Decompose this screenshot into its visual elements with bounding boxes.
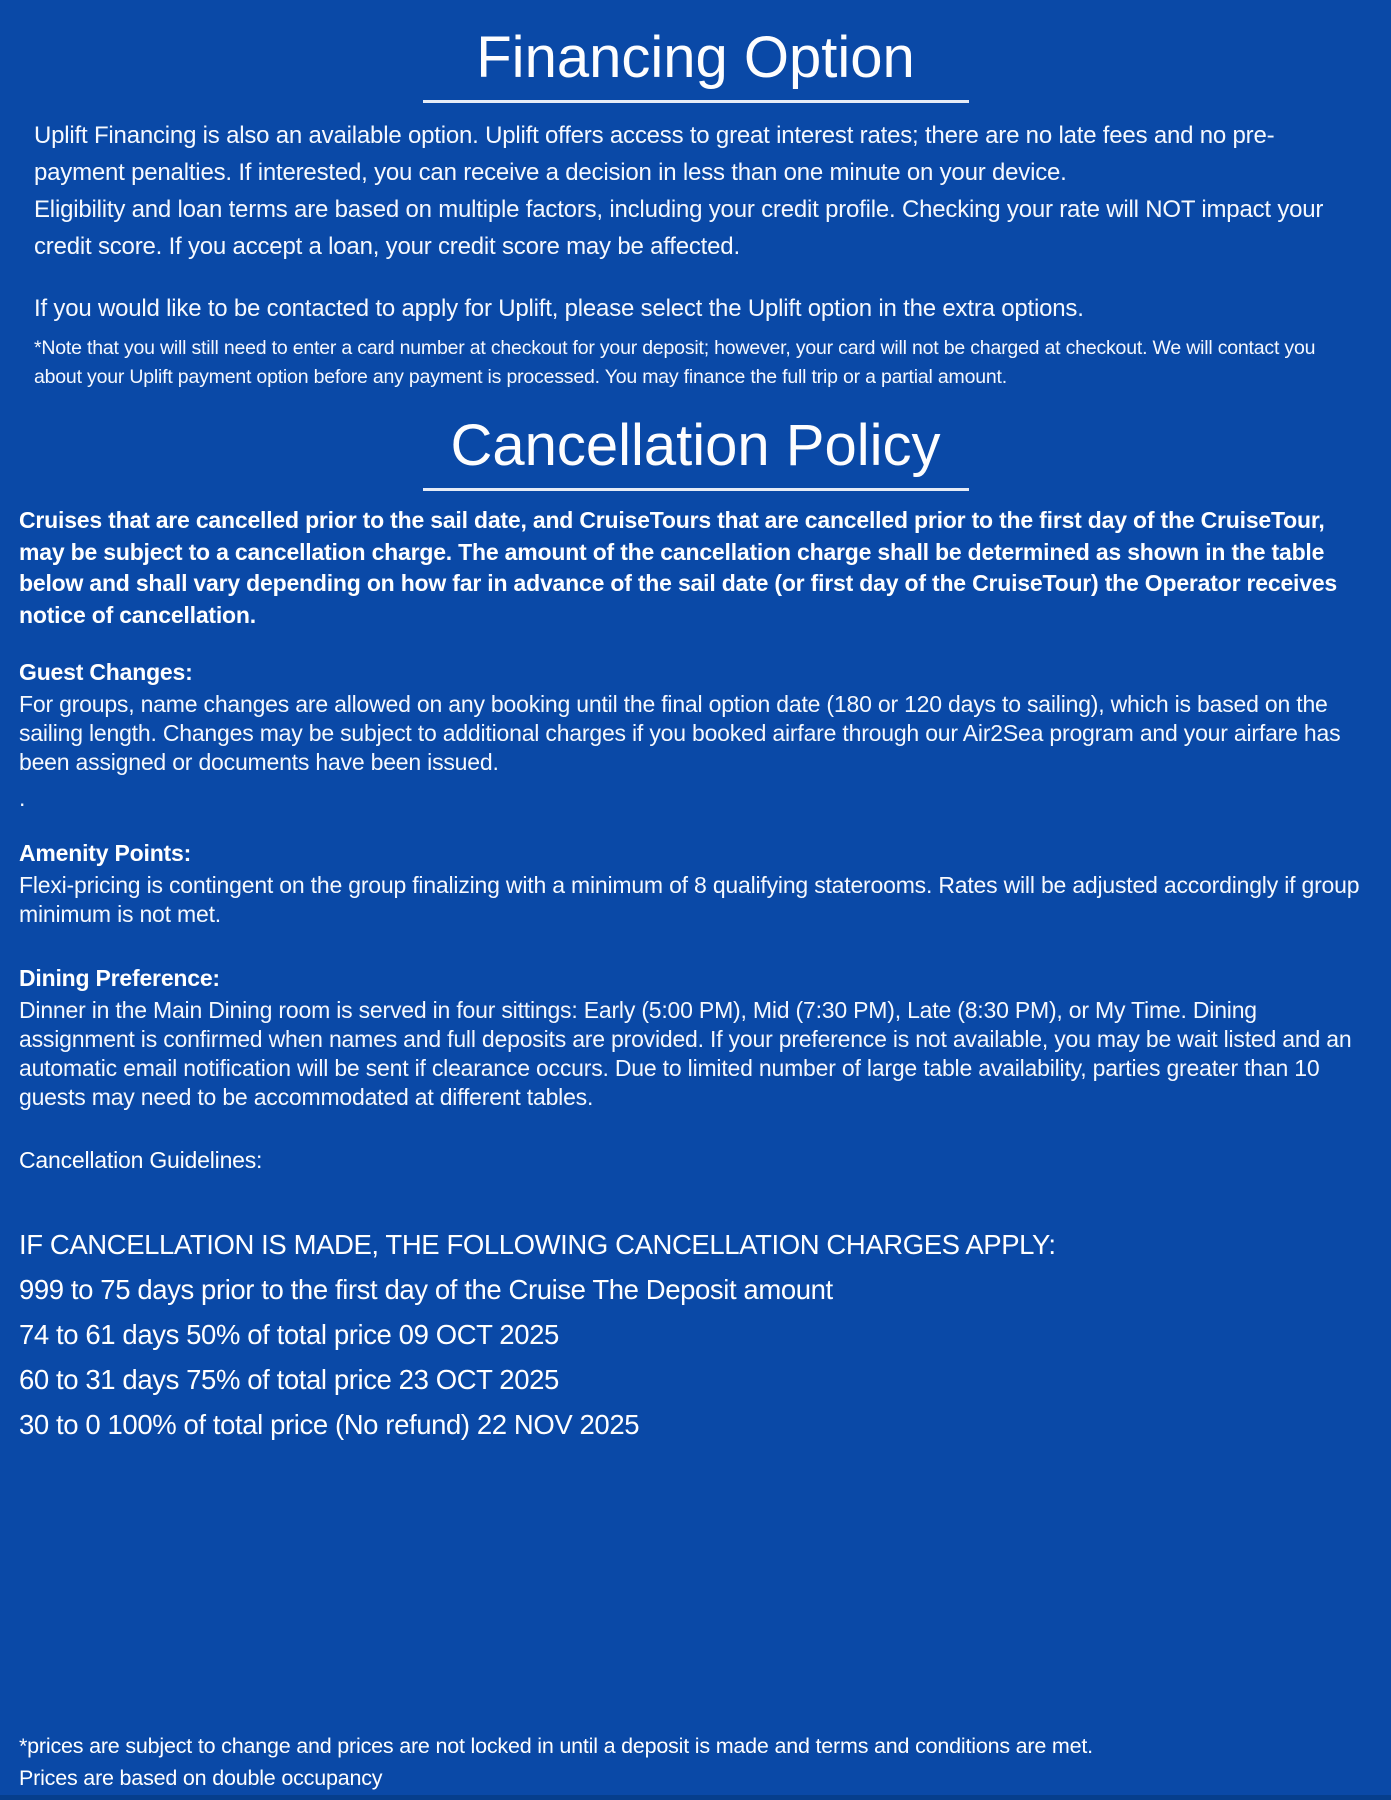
dining-preference-heading: Dining Preference:: [19, 965, 220, 991]
stray-period: .: [19, 785, 26, 811]
cancellation-intro: Cruises that are cancelled prior to the sail date, and CruiseTours that are cancelled prior to the first day of the CruiseTour, may be subject to a cancellation charge. The amount of the cancellation charge shall be determined as shown in the table below and shall vary depending on how far in advance of the sail date (or first day of the CruiseTour) the Operator receives notice of cancellation.: [19, 507, 1338, 628]
financing-title-underline: [423, 100, 969, 103]
bottom-edge-strip: [0, 1795, 1391, 1800]
price-disclaimer: [19, 1730, 1367, 1794]
cancellation-charges: [19, 1222, 1373, 1447]
charge-line-3: 60 to 31 days 75% of total price 23 OCT 2025: [19, 1364, 559, 1395]
charge-line-4: 30 to 0 100% of total price (No refund) 22 NOV 2025: [19, 1409, 640, 1440]
financing-note: *Note that you will still need to enter a card number at checkout for your deposit; however, your card will not be charged at checkout. We will contact you about your Uplift payment option before any payment is processed. You may finance the full trip or a partial amount.: [34, 337, 1316, 388]
disclaimer-line-1: *prices are subject to change and prices are not locked in until a deposit is made and terms and conditions are met.: [19, 1734, 1093, 1758]
dining-preference-body: Dinner in the Main Dining room is served in four sittings: Early (5:00 PM), Mid (7:30 PM), Late (8:30 PM), or My Time. Dining assignment is confirmed when names and full deposits are provided. If your preference is not available, you may be wait listed and an automatic email notification will be sent if clearance occurs. Due to limited number of large table availability, parties greater than 10 guests may need to be accommodated at different tables.: [19, 997, 1352, 1110]
financing-section: [34, 117, 1355, 392]
charges-heading: IF CANCELLATION IS MADE, THE FOLLOWING CANCELLATION CHARGES APPLY:: [19, 1229, 1056, 1260]
financing-paragraph-eligibility: Eligibility and loan terms are based on multiple factors, including your credit profile. Checking your rate will NOT impact your credit score. If you accept a loan, your credit score may be affected.: [34, 196, 1324, 260]
cancellation-header: [0, 412, 1391, 491]
financing-paragraph-uplift: Uplift Financing is also an available option. Uplift offers access to great interest rates; there are no late fees and no pre-payment penalties. If interested, you can receive a decision in less than one minute on your device.: [34, 122, 1275, 186]
financing-title: Financing Option: [476, 25, 915, 90]
cancellation-guidelines-label: Cancellation Guidelines:: [19, 1147, 263, 1173]
cancellation-title-underline: [423, 488, 969, 491]
amenity-points-body: Flexi-pricing is contingent on the group finalizing with a minimum of 8 qualifying staterooms. Rates will be adjusted accordingly if group minimum is not met.: [19, 872, 1360, 927]
guest-changes-heading: Guest Changes:: [19, 659, 193, 685]
financing-contact-line: If you would like to be contacted to apply for Uplift, please select the Uplift option in the extra options.: [34, 295, 1084, 322]
guest-changes-body: For groups, name changes are allowed on any booking until the final option date (180 or 120 days to sailing), which is based on the sailing length. Changes may be subject to additional charges if you booked airfare through our Air2Sea program and your airfare has been assigned or documents have been issued.: [19, 691, 1341, 775]
disclaimer-line-2: Prices are based on double occupancy: [19, 1766, 383, 1790]
financing-header: [0, 24, 1391, 103]
amenity-points-heading: Amenity Points:: [19, 840, 192, 866]
cancellation-section: [0, 505, 1391, 1447]
charge-line-2: 74 to 61 days 50% of total price 09 OCT 2025: [19, 1319, 559, 1350]
cancellation-title: Cancellation Policy: [450, 413, 941, 478]
charge-line-1: 999 to 75 days prior to the first day of the Cruise The Deposit amount: [19, 1274, 833, 1305]
